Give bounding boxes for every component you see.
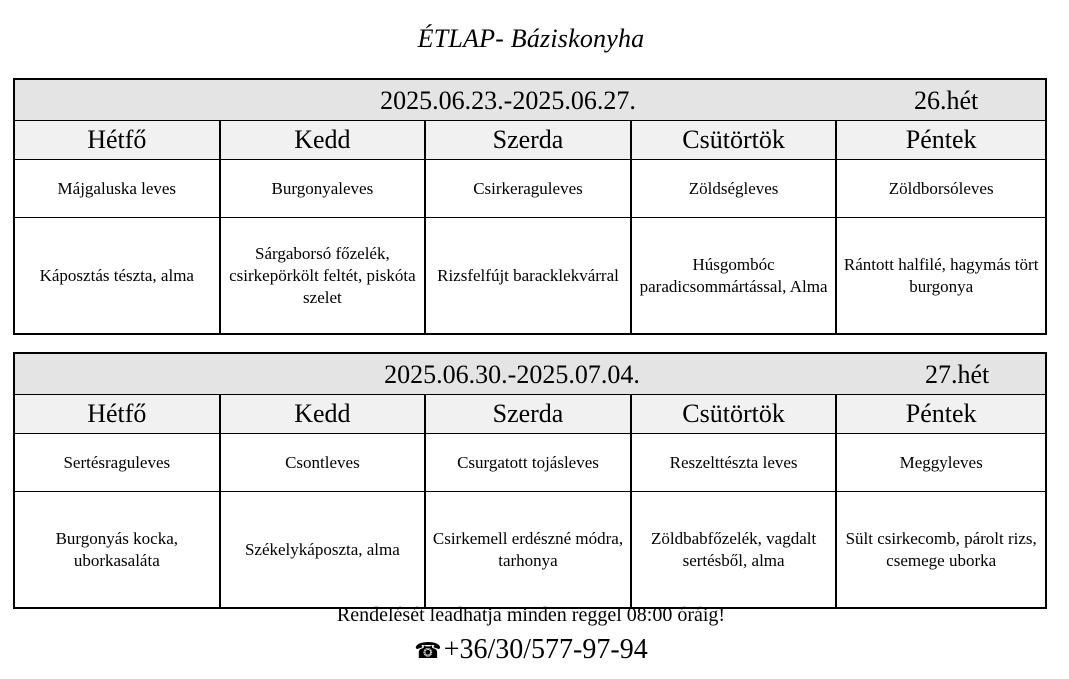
week-header bbox=[15, 80, 1045, 121]
main-course-cell: Káposztás tészta, alma bbox=[39, 266, 194, 285]
page-title: ÉTLAP- Báziskonyha bbox=[417, 24, 645, 53]
soup-cell: Meggyleves bbox=[837, 434, 1045, 492]
soup-cell: Sertésraguleves bbox=[15, 434, 219, 492]
soup-cell: Zöldborsóleves bbox=[837, 160, 1045, 218]
phone-line bbox=[0, 634, 1062, 666]
main-course-cell: Székelykáposzta, alma bbox=[244, 540, 400, 559]
day-name: Péntek bbox=[837, 395, 1045, 434]
day-name: Csütörtök bbox=[632, 395, 836, 434]
day-name: Kedd bbox=[221, 395, 425, 434]
day-name: Csütörtök bbox=[632, 121, 836, 160]
week-header bbox=[15, 354, 1045, 395]
telephone-icon: ☎ bbox=[414, 639, 442, 664]
day-name: Péntek bbox=[837, 121, 1045, 160]
day-name: Kedd bbox=[221, 121, 425, 160]
day-column bbox=[837, 121, 1045, 334]
week-number: 27.hét bbox=[925, 360, 990, 389]
day-name: Szerda bbox=[426, 395, 630, 434]
main-course-cell: Rizsfelfújt baracklekvárral bbox=[437, 266, 619, 285]
main-course-cell: Zöldbabfőzelék, vagdalt sertésből, alma bbox=[650, 529, 817, 570]
week-table-27 bbox=[13, 352, 1047, 609]
soup-cell: Csontleves bbox=[221, 434, 425, 492]
day-column bbox=[426, 395, 632, 608]
day-column bbox=[221, 121, 427, 334]
main-course-cell: Sárgaborsó főzelék, csirkepörkölt feltét, piskóta szelet bbox=[229, 244, 416, 307]
day-name: Hétfő bbox=[15, 395, 219, 434]
soup-cell: Burgonyaleves bbox=[221, 160, 425, 218]
phone-number: +36/30/577-97-94 bbox=[443, 634, 648, 665]
day-column bbox=[426, 121, 632, 334]
soup-cell: Reszelttészta leves bbox=[632, 434, 836, 492]
soup-cell: Csurgatott tojásleves bbox=[426, 434, 630, 492]
date-range: 2025.06.23.-2025.06.27. bbox=[380, 86, 636, 115]
day-column bbox=[15, 121, 221, 334]
week-table-26 bbox=[13, 78, 1047, 335]
week-grid bbox=[15, 121, 1045, 334]
week-grid bbox=[15, 395, 1045, 608]
main-course-cell: Burgonyás kocka, uborkasaláta bbox=[55, 529, 179, 570]
soup-cell: Zöldségleves bbox=[632, 160, 836, 218]
main-course-cell: Sült csirkecomb, párolt rizs, csemege uborka bbox=[845, 529, 1037, 570]
day-name: Szerda bbox=[426, 121, 630, 160]
day-column bbox=[632, 121, 838, 334]
day-column bbox=[15, 395, 221, 608]
day-column bbox=[632, 395, 838, 608]
day-column bbox=[837, 395, 1045, 608]
order-deadline-note: Rendelését leadhatja minden reggel 08:00 óráig! bbox=[336, 604, 726, 626]
main-course-cell: Húsgombóc paradicsommártással, Alma bbox=[639, 255, 828, 296]
day-column bbox=[221, 395, 427, 608]
main-course-cell: Csirkemell erdészné módra, tarhonya bbox=[432, 529, 624, 570]
date-range: 2025.06.30.-2025.07.04. bbox=[384, 360, 640, 389]
week-number: 26.hét bbox=[914, 86, 979, 115]
soup-cell: Csirkeraguleves bbox=[426, 160, 630, 218]
day-name: Hétfő bbox=[15, 121, 219, 160]
main-course-cell: Rántott halfilé, hagymás tört burgonya bbox=[843, 255, 1039, 296]
soup-cell: Májgaluska leves bbox=[15, 160, 219, 218]
